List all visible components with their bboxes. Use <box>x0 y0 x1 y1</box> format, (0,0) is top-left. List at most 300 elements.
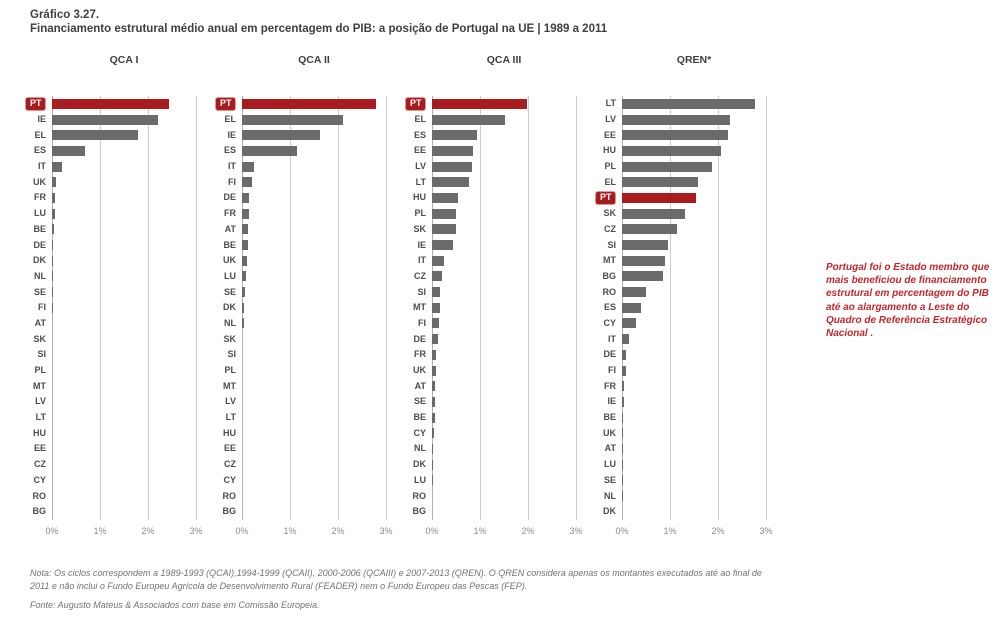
bar-row-fr <box>394 347 580 363</box>
x-tick-label: 2% <box>711 525 725 536</box>
bar-row-mt <box>394 300 580 316</box>
bar-row-es <box>204 143 390 159</box>
country-label-dk: DK <box>223 302 236 313</box>
country-label-at: AT <box>34 317 46 328</box>
bar-lv <box>622 115 730 125</box>
bar-row-hu <box>14 425 200 441</box>
bar-uk <box>432 366 436 376</box>
bar-dk <box>242 303 244 313</box>
country-label-cz: CZ <box>34 459 46 470</box>
country-label-cz: CZ <box>224 459 236 470</box>
panel-qcai <box>14 54 203 540</box>
x-tick-label: 1% <box>93 525 107 536</box>
bar-row-cz <box>14 457 200 473</box>
bar-sk <box>432 224 456 234</box>
bar-de <box>52 240 53 250</box>
footnote-line-1: Nota: Os ciclos correspondem a 1989-1993 (QCAI),1994-1999 (QCAII), 2000-2006 (QCAIII) e 2007-2013 (QREN). O QREN considera apenas os montantes executados até ao final de <box>30 568 762 578</box>
bar-lt <box>622 99 755 109</box>
country-label-de: DE <box>603 349 616 360</box>
panel-qcaii <box>204 54 393 540</box>
bar-at <box>622 444 623 454</box>
bar-row-de <box>584 347 770 363</box>
country-label-cy: CY <box>223 474 236 485</box>
bar-row-lt <box>14 410 200 426</box>
bar-row-pl <box>584 159 770 175</box>
country-label-at: AT <box>604 443 616 454</box>
bar-ie <box>622 397 624 407</box>
x-tick-label: 2% <box>521 525 535 536</box>
country-label-el: EL <box>224 114 236 125</box>
bar-be <box>432 413 435 423</box>
bar-row-se <box>204 284 390 300</box>
bar-row-mt <box>204 378 390 394</box>
bar-row-fi <box>14 300 200 316</box>
country-label-sk: SK <box>33 333 46 344</box>
bar-it <box>622 334 629 344</box>
country-label-mt: MT <box>413 302 426 313</box>
country-label-de: DE <box>223 192 236 203</box>
country-label-lu: LU <box>414 474 426 485</box>
country-label-es: ES <box>413 129 426 140</box>
bar-lt <box>432 177 469 187</box>
bar-row-ro <box>394 488 580 504</box>
panel-title-qcaii: QCA II <box>298 54 330 66</box>
country-label-mt: MT <box>223 380 236 391</box>
country-label-cy: CY <box>33 474 46 485</box>
bar-pt <box>622 193 696 203</box>
footnote-line-2: 2011 e não inclui o Fundo Europeu Agrícola de Desenvolvimento Rural (FEADER) nem o Fundo Europeu das Pescas (FEP). <box>30 580 528 591</box>
bar-mt <box>432 303 440 313</box>
bar-es <box>432 130 477 140</box>
bar-ie <box>432 240 453 250</box>
chart-heading <box>30 8 607 36</box>
bar-fr <box>52 193 55 203</box>
country-label-it: IT <box>228 161 236 172</box>
bar-row-lt <box>584 96 770 112</box>
bar-cz <box>622 224 677 234</box>
country-label-bg: BG <box>222 506 236 517</box>
bar-row-es <box>14 143 200 159</box>
bar-ee <box>622 130 728 140</box>
bar-row-ie <box>14 112 200 128</box>
bar-el <box>622 177 698 187</box>
bar-row-dk <box>584 504 770 520</box>
bar-es <box>52 146 85 156</box>
plot-area-qcaiii <box>394 96 580 520</box>
bar-row-nl <box>394 441 580 457</box>
bar-row-hu <box>204 425 390 441</box>
country-label-mt: MT <box>603 255 616 266</box>
bar-row-sk <box>394 222 580 238</box>
country-label-cy: CY <box>413 427 426 438</box>
bar-row-se <box>584 473 770 489</box>
country-label-si: SI <box>607 239 616 250</box>
bar-el <box>432 115 505 125</box>
country-label-lu: LU <box>604 459 616 470</box>
country-label-fr: FR <box>224 208 236 219</box>
bar-de <box>622 350 626 360</box>
bar-row-el <box>204 112 390 128</box>
country-label-pt <box>584 191 616 205</box>
x-tick-label: 1% <box>473 525 487 536</box>
country-label-be: BE <box>413 412 426 423</box>
country-label-hu: HU <box>223 427 236 438</box>
bar-bg <box>622 271 663 281</box>
bar-row-ee <box>394 143 580 159</box>
country-label-be: BE <box>223 239 236 250</box>
country-label-mt: MT <box>33 380 46 391</box>
highlight-chip-pt: PT <box>215 97 236 111</box>
panel-qcaiii <box>394 54 583 540</box>
bar-row-cy <box>394 425 580 441</box>
bar-el <box>242 115 343 125</box>
panel-title-qcaiii: QCA III <box>486 54 522 66</box>
x-axis-qren <box>584 525 773 540</box>
x-tick-label: 3% <box>759 525 773 536</box>
country-label-pt <box>394 97 426 111</box>
x-tick-label: 1% <box>663 525 677 536</box>
bar-pt <box>432 99 527 109</box>
bar-row-bg <box>204 504 390 520</box>
bar-row-hu <box>584 143 770 159</box>
bar-si <box>432 287 440 297</box>
bar-row-fi <box>584 363 770 379</box>
x-axis-qcaii <box>204 525 393 540</box>
bar-row-si <box>394 284 580 300</box>
bar-lu <box>432 475 433 485</box>
country-label-fi: FI <box>608 365 616 376</box>
bar-uk <box>622 428 623 438</box>
bar-ro <box>622 287 646 297</box>
bar-row-sk <box>204 331 390 347</box>
bar-row-es <box>584 300 770 316</box>
country-label-lt: LT <box>35 412 46 423</box>
bar-row-si <box>14 347 200 363</box>
country-label-ee: EE <box>33 443 46 454</box>
bar-row-pt <box>394 96 580 112</box>
country-label-pl: PL <box>604 161 616 172</box>
bar-row-cy <box>14 473 200 489</box>
country-label-ie: IE <box>417 239 426 250</box>
footnote <box>30 567 920 592</box>
bar-row-cz <box>394 269 580 285</box>
x-tick-label: 0% <box>615 525 629 536</box>
bar-row-lt <box>204 410 390 426</box>
bar-pl <box>622 162 712 172</box>
bar-at <box>432 381 435 391</box>
bar-row-pl <box>14 363 200 379</box>
bar-ie <box>242 130 320 140</box>
country-label-pl: PL <box>224 365 236 376</box>
country-label-ie: IE <box>227 129 236 140</box>
bar-row-lv <box>584 112 770 128</box>
country-label-it: IT <box>418 255 426 266</box>
bar-row-ee <box>14 441 200 457</box>
bar-row-it <box>14 159 200 175</box>
bar-row-el <box>394 112 580 128</box>
panel-title-qcai: QCA I <box>109 54 139 66</box>
country-label-ro: RO <box>32 490 46 501</box>
bar-row-uk <box>204 253 390 269</box>
chart-panels <box>14 54 773 540</box>
country-label-it: IT <box>608 333 616 344</box>
bar-es <box>622 303 641 313</box>
country-label-at: AT <box>224 223 236 234</box>
bar-nl <box>242 318 244 328</box>
bar-dk <box>52 256 53 266</box>
bar-row-se <box>394 394 580 410</box>
bar-fr <box>432 350 436 360</box>
country-label-ee: EE <box>603 129 616 140</box>
plot-area-qcai <box>14 96 200 520</box>
bar-row-fr <box>584 378 770 394</box>
bar-fr <box>622 381 624 391</box>
country-label-sk: SK <box>413 223 426 234</box>
bar-lv <box>432 162 472 172</box>
x-tick-label: 0% <box>235 525 249 536</box>
country-label-dk: DK <box>603 506 616 517</box>
bar-fr <box>242 209 249 219</box>
bar-row-be <box>204 237 390 253</box>
bar-row-it <box>584 331 770 347</box>
bar-row-sk <box>14 331 200 347</box>
x-tick-label: 3% <box>569 525 583 536</box>
country-label-pt <box>14 97 46 111</box>
country-label-si: SI <box>37 349 46 360</box>
country-label-nl: NL <box>34 270 46 281</box>
bar-row-it <box>394 253 580 269</box>
panel-qren <box>584 54 773 540</box>
bar-lu <box>52 209 55 219</box>
bar-ie <box>52 115 158 125</box>
bar-row-cy <box>204 473 390 489</box>
bar-de <box>242 193 249 203</box>
bar-row-hu <box>394 190 580 206</box>
bar-se <box>242 287 245 297</box>
bar-row-se <box>14 284 200 300</box>
country-label-de: DE <box>413 333 426 344</box>
bar-row-cz <box>204 457 390 473</box>
bar-be <box>52 224 54 234</box>
bar-pl <box>432 209 456 219</box>
x-tick-label: 0% <box>45 525 59 536</box>
bar-row-pl <box>394 206 580 222</box>
bar-row-uk <box>14 174 200 190</box>
bar-cy <box>622 318 636 328</box>
bar-row-uk <box>394 363 580 379</box>
bar-row-pt <box>584 190 770 206</box>
country-label-si: SI <box>417 286 426 297</box>
country-label-lt: LT <box>225 412 236 423</box>
bar-row-at <box>14 316 200 332</box>
bar-se <box>432 397 435 407</box>
country-label-dk: DK <box>33 255 46 266</box>
bar-uk <box>242 256 247 266</box>
country-label-nl: NL <box>414 443 426 454</box>
country-label-uk: UK <box>223 255 236 266</box>
bar-row-nl <box>204 316 390 332</box>
country-label-uk: UK <box>413 365 426 376</box>
country-label-se: SE <box>223 286 236 297</box>
x-tick-label: 3% <box>189 525 203 536</box>
plot-area-qcaii <box>204 96 390 520</box>
bar-row-ie <box>584 394 770 410</box>
country-label-uk: UK <box>33 176 46 187</box>
bar-row-at <box>584 441 770 457</box>
bar-row-lu <box>394 473 580 489</box>
bar-row-fi <box>204 174 390 190</box>
bar-si <box>622 240 668 250</box>
country-label-fi: FI <box>418 317 426 328</box>
bar-row-lt <box>394 174 580 190</box>
panel-title-qren: QREN* <box>676 54 712 66</box>
country-label-bg: BG <box>32 506 46 517</box>
country-label-si: SI <box>227 349 236 360</box>
bar-lu <box>622 460 623 470</box>
country-label-fi: FI <box>38 302 46 313</box>
bar-row-lv <box>204 394 390 410</box>
plot-area-qren <box>584 96 770 520</box>
country-label-es: ES <box>223 145 236 156</box>
highlight-chip-pt: PT <box>595 191 616 205</box>
bar-row-bg <box>584 269 770 285</box>
country-label-fi: FI <box>228 176 236 187</box>
country-label-lv: LV <box>415 161 426 172</box>
country-label-lu: LU <box>34 208 46 219</box>
bar-ee <box>432 146 473 156</box>
bar-it <box>432 256 444 266</box>
bar-row-cz <box>584 222 770 238</box>
country-label-sk: SK <box>223 333 236 344</box>
country-label-ie: IE <box>37 114 46 125</box>
bar-row-fr <box>204 206 390 222</box>
bar-row-mt <box>14 378 200 394</box>
country-label-uk: UK <box>603 427 616 438</box>
x-axis-qcaiii <box>394 525 583 540</box>
bar-row-pl <box>204 363 390 379</box>
country-label-nl: NL <box>224 317 236 328</box>
country-label-es: ES <box>603 302 616 313</box>
country-label-hu: HU <box>33 427 46 438</box>
country-label-nl: NL <box>604 490 616 501</box>
bar-fi <box>432 318 439 328</box>
bar-row-si <box>204 347 390 363</box>
bar-it <box>52 162 62 172</box>
bar-row-pt <box>14 96 200 112</box>
bar-row-lv <box>394 159 580 175</box>
country-label-lu: LU <box>224 270 236 281</box>
bar-row-ro <box>204 488 390 504</box>
bar-row-ro <box>14 488 200 504</box>
bar-lu <box>242 271 246 281</box>
country-label-ro: RO <box>412 490 426 501</box>
bar-row-de <box>204 190 390 206</box>
bar-hu <box>622 146 721 156</box>
country-label-fr: FR <box>604 380 616 391</box>
bar-row-at <box>204 222 390 238</box>
country-label-se: SE <box>33 286 46 297</box>
x-tick-label: 2% <box>141 525 155 536</box>
bar-pt <box>52 99 169 109</box>
bar-cz <box>432 271 442 281</box>
country-label-ro: RO <box>222 490 236 501</box>
bar-row-ie <box>204 127 390 143</box>
country-label-lv: LV <box>605 114 616 125</box>
country-label-hu: HU <box>603 145 616 156</box>
source-text: Fonte: Augusto Mateus & Associados com base em Comissão Europeia. <box>30 600 320 610</box>
country-label-pl: PL <box>414 208 426 219</box>
country-label-bg: BG <box>412 506 426 517</box>
x-tick-label: 3% <box>379 525 393 536</box>
bar-be <box>622 413 623 423</box>
bar-de <box>432 334 438 344</box>
country-label-de: DE <box>33 239 46 250</box>
bar-row-nl <box>584 488 770 504</box>
bar-nl <box>52 271 53 281</box>
bar-row-es <box>394 127 580 143</box>
country-label-pl: PL <box>34 365 46 376</box>
bar-be <box>242 240 248 250</box>
bar-row-mt <box>584 253 770 269</box>
country-label-hu: HU <box>413 192 426 203</box>
country-label-sk: SK <box>603 208 616 219</box>
bar-row-dk <box>394 457 580 473</box>
country-label-be: BE <box>33 223 46 234</box>
country-label-cz: CZ <box>414 270 426 281</box>
bar-row-lu <box>204 269 390 285</box>
country-label-dk: DK <box>413 459 426 470</box>
bar-row-el <box>584 174 770 190</box>
bar-row-si <box>584 237 770 253</box>
bar-hu <box>432 193 458 203</box>
bar-row-ee <box>204 441 390 457</box>
chart-title: Financiamento estrutural médio anual em percentagem do PIB: a posição de Portugal na UE | 1989 a 2011 <box>30 23 608 35</box>
bar-pt <box>242 99 376 109</box>
country-label-es: ES <box>33 145 46 156</box>
highlight-chip-pt: PT <box>25 97 46 111</box>
bar-row-at <box>394 378 580 394</box>
highlight-chip-pt: PT <box>405 97 426 111</box>
country-label-lt: LT <box>605 98 616 109</box>
bar-row-lu <box>584 457 770 473</box>
country-label-fr: FR <box>34 192 46 203</box>
bar-dk <box>432 460 433 470</box>
x-tick-label: 2% <box>331 525 345 536</box>
country-label-lv: LV <box>35 396 46 407</box>
country-label-cy: CY <box>603 317 616 328</box>
country-label-pt <box>204 97 236 111</box>
bar-row-it <box>204 159 390 175</box>
country-label-ee: EE <box>413 145 426 156</box>
country-label-el: EL <box>34 129 46 140</box>
bar-row-cy <box>584 316 770 332</box>
chart-number: Gráfico 3.27. <box>30 9 100 21</box>
bar-cy <box>432 428 434 438</box>
bar-at <box>242 224 248 234</box>
bar-row-de <box>14 237 200 253</box>
bar-fi <box>242 177 252 187</box>
bar-es <box>242 146 297 156</box>
country-label-fr: FR <box>414 349 426 360</box>
bar-row-be <box>14 222 200 238</box>
annotation-text: Portugal foi o Estado membro que mais beneficiou de financiamento estrutural em percentagem do PIB até ao alargamento a Leste do Quadro de Referência Estratégico Nacional . <box>826 262 990 339</box>
bar-uk <box>52 177 56 187</box>
bar-row-be <box>394 410 580 426</box>
bar-nl <box>432 444 433 454</box>
bar-el <box>52 130 138 140</box>
country-label-cz: CZ <box>604 223 616 234</box>
country-label-lv: LV <box>225 396 236 407</box>
